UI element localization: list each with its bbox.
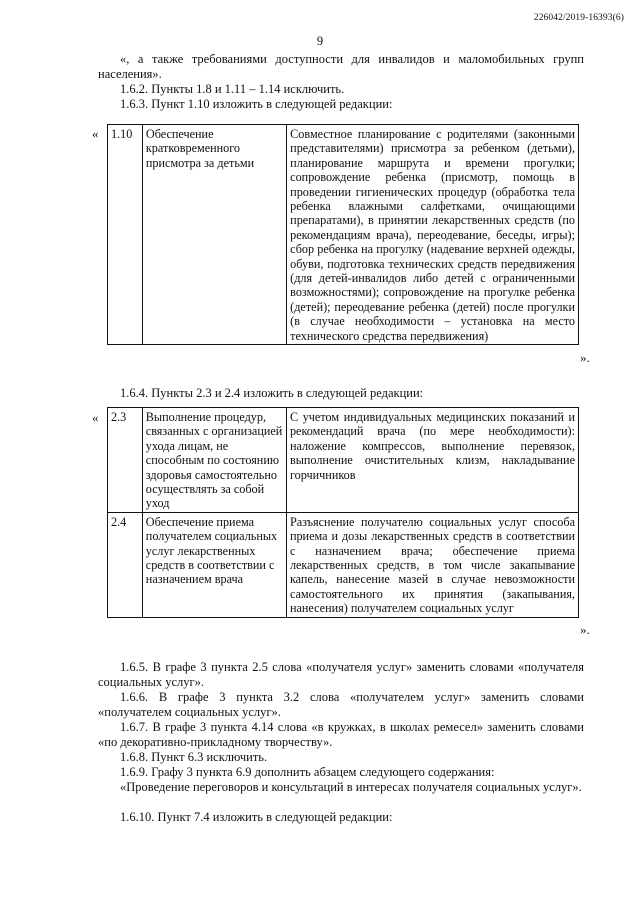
table2-close-quote: ». bbox=[580, 622, 590, 637]
cell-service: Обеспечение приема получателем социальных услуг лекарственных средств в соответствии с назначением врача bbox=[142, 512, 286, 617]
paragraph-1-6-2: 1.6.2. Пункты 1.8 и 1.11 – 1.14 исключить. bbox=[120, 82, 345, 96]
cell-description: Разъяснение получателю социальных услуг способа приема и дозы лекарственных средств в соответствии с назначением врача; обеспечение приема лекарственных средств, в том числе закапывание капель, нанесение мазей в случае невозможности самостоятельного их принятия (закапывания, нанесения) получателем социальных услуг bbox=[286, 512, 578, 617]
cell-description: С учетом индивидуальных медицинских показаний и рекомендаций врача (по мере необходимости): наложение компрессов, выполнение перевязок, выполнение очистительных клизм, накладывание горчичников bbox=[286, 408, 578, 513]
paragraph-1-6-7: 1.6.7. В графе 3 пункта 4.14 слова «в кружках, в школах ремесел» заменить словами «по декоративно-прикладному творчеству». bbox=[98, 720, 584, 749]
table1-open-quote: « bbox=[92, 126, 99, 141]
paragraph-1-6-8: 1.6.8. Пункт 6.3 исключить. bbox=[120, 750, 268, 764]
paragraph-1-6-4: 1.6.4. Пункты 2.3 и 2.4 изложить в следующей редакции: bbox=[120, 386, 424, 400]
table-row bbox=[108, 125, 579, 345]
paragraph-1-6-3: 1.6.3. Пункт 1.10 изложить в следующей редакции: bbox=[120, 97, 393, 111]
cell-number: 2.4 bbox=[108, 512, 143, 617]
table-2-3-2-4 bbox=[107, 407, 579, 618]
table2-open-quote: « bbox=[92, 410, 99, 425]
table1-close-quote: ». bbox=[580, 350, 590, 365]
table-row bbox=[108, 408, 579, 513]
paragraph-intro-1: «, а также требованиями доступности для инвалидов и маломобильных групп населения». bbox=[98, 52, 584, 81]
cell-number: 2.3 bbox=[108, 408, 143, 513]
document-number: 226042/2019-16393(6) bbox=[533, 13, 624, 23]
table-row bbox=[108, 512, 579, 617]
table-1-10 bbox=[107, 124, 579, 345]
paragraph-inserted-text: «Проведение переговоров и консультаций в интересах получателя социальных услуг». bbox=[120, 780, 582, 794]
paragraph-1-6-9: 1.6.9. Графу 3 пункта 6.9 дополнить абзацем следующего содержания: bbox=[120, 765, 495, 779]
cell-service: Выполнение процедур, связанных с организацией ухода лицам, не способным по состоянию здоровья самостоятельно осуществлять за собой уход bbox=[142, 408, 286, 513]
cell-description: Совместное планирование с родителями (законными представителями) присмотра за ребенком (детьми), планирование маршрута и времени прогулки; сопровождение ребенка (присмотр, помощь в проведении гигиенических процедур (обработка тела ребенка влажными салфетками, очищающими препаратами), в принятии лекарственных средств (по рекомендациям врача), переодевание, беседы, игры); сбор ребенка на прогулку (надевание верхней одежды, обуви, подготовка технических средств передвижения (для детей-инвалидов либо детей с ограниченными возможностями); сопровождение на прогулке ребенка (детей); переодевание ребенка (детей) после прогулки (в случае необходимости – установка на место технического средства передвижения) bbox=[287, 125, 579, 345]
cell-service: Обеспечение кратковременного присмотра за детьми bbox=[142, 125, 286, 345]
paragraph-1-6-6: 1.6.6. В графе 3 пункта 3.2 слова «получателем услуг» заменить словами «получателем социальных услуг». bbox=[98, 690, 584, 719]
page-number: 9 bbox=[316, 34, 324, 48]
cell-number: 1.10 bbox=[108, 125, 143, 345]
paragraph-1-6-10: 1.6.10. Пункт 7.4 изложить в следующей редакции: bbox=[120, 810, 393, 824]
paragraph-1-6-5: 1.6.5. В графе 3 пункта 2.5 слова «получателя услуг» заменить словами «получателя социальных услуг». bbox=[98, 660, 584, 689]
